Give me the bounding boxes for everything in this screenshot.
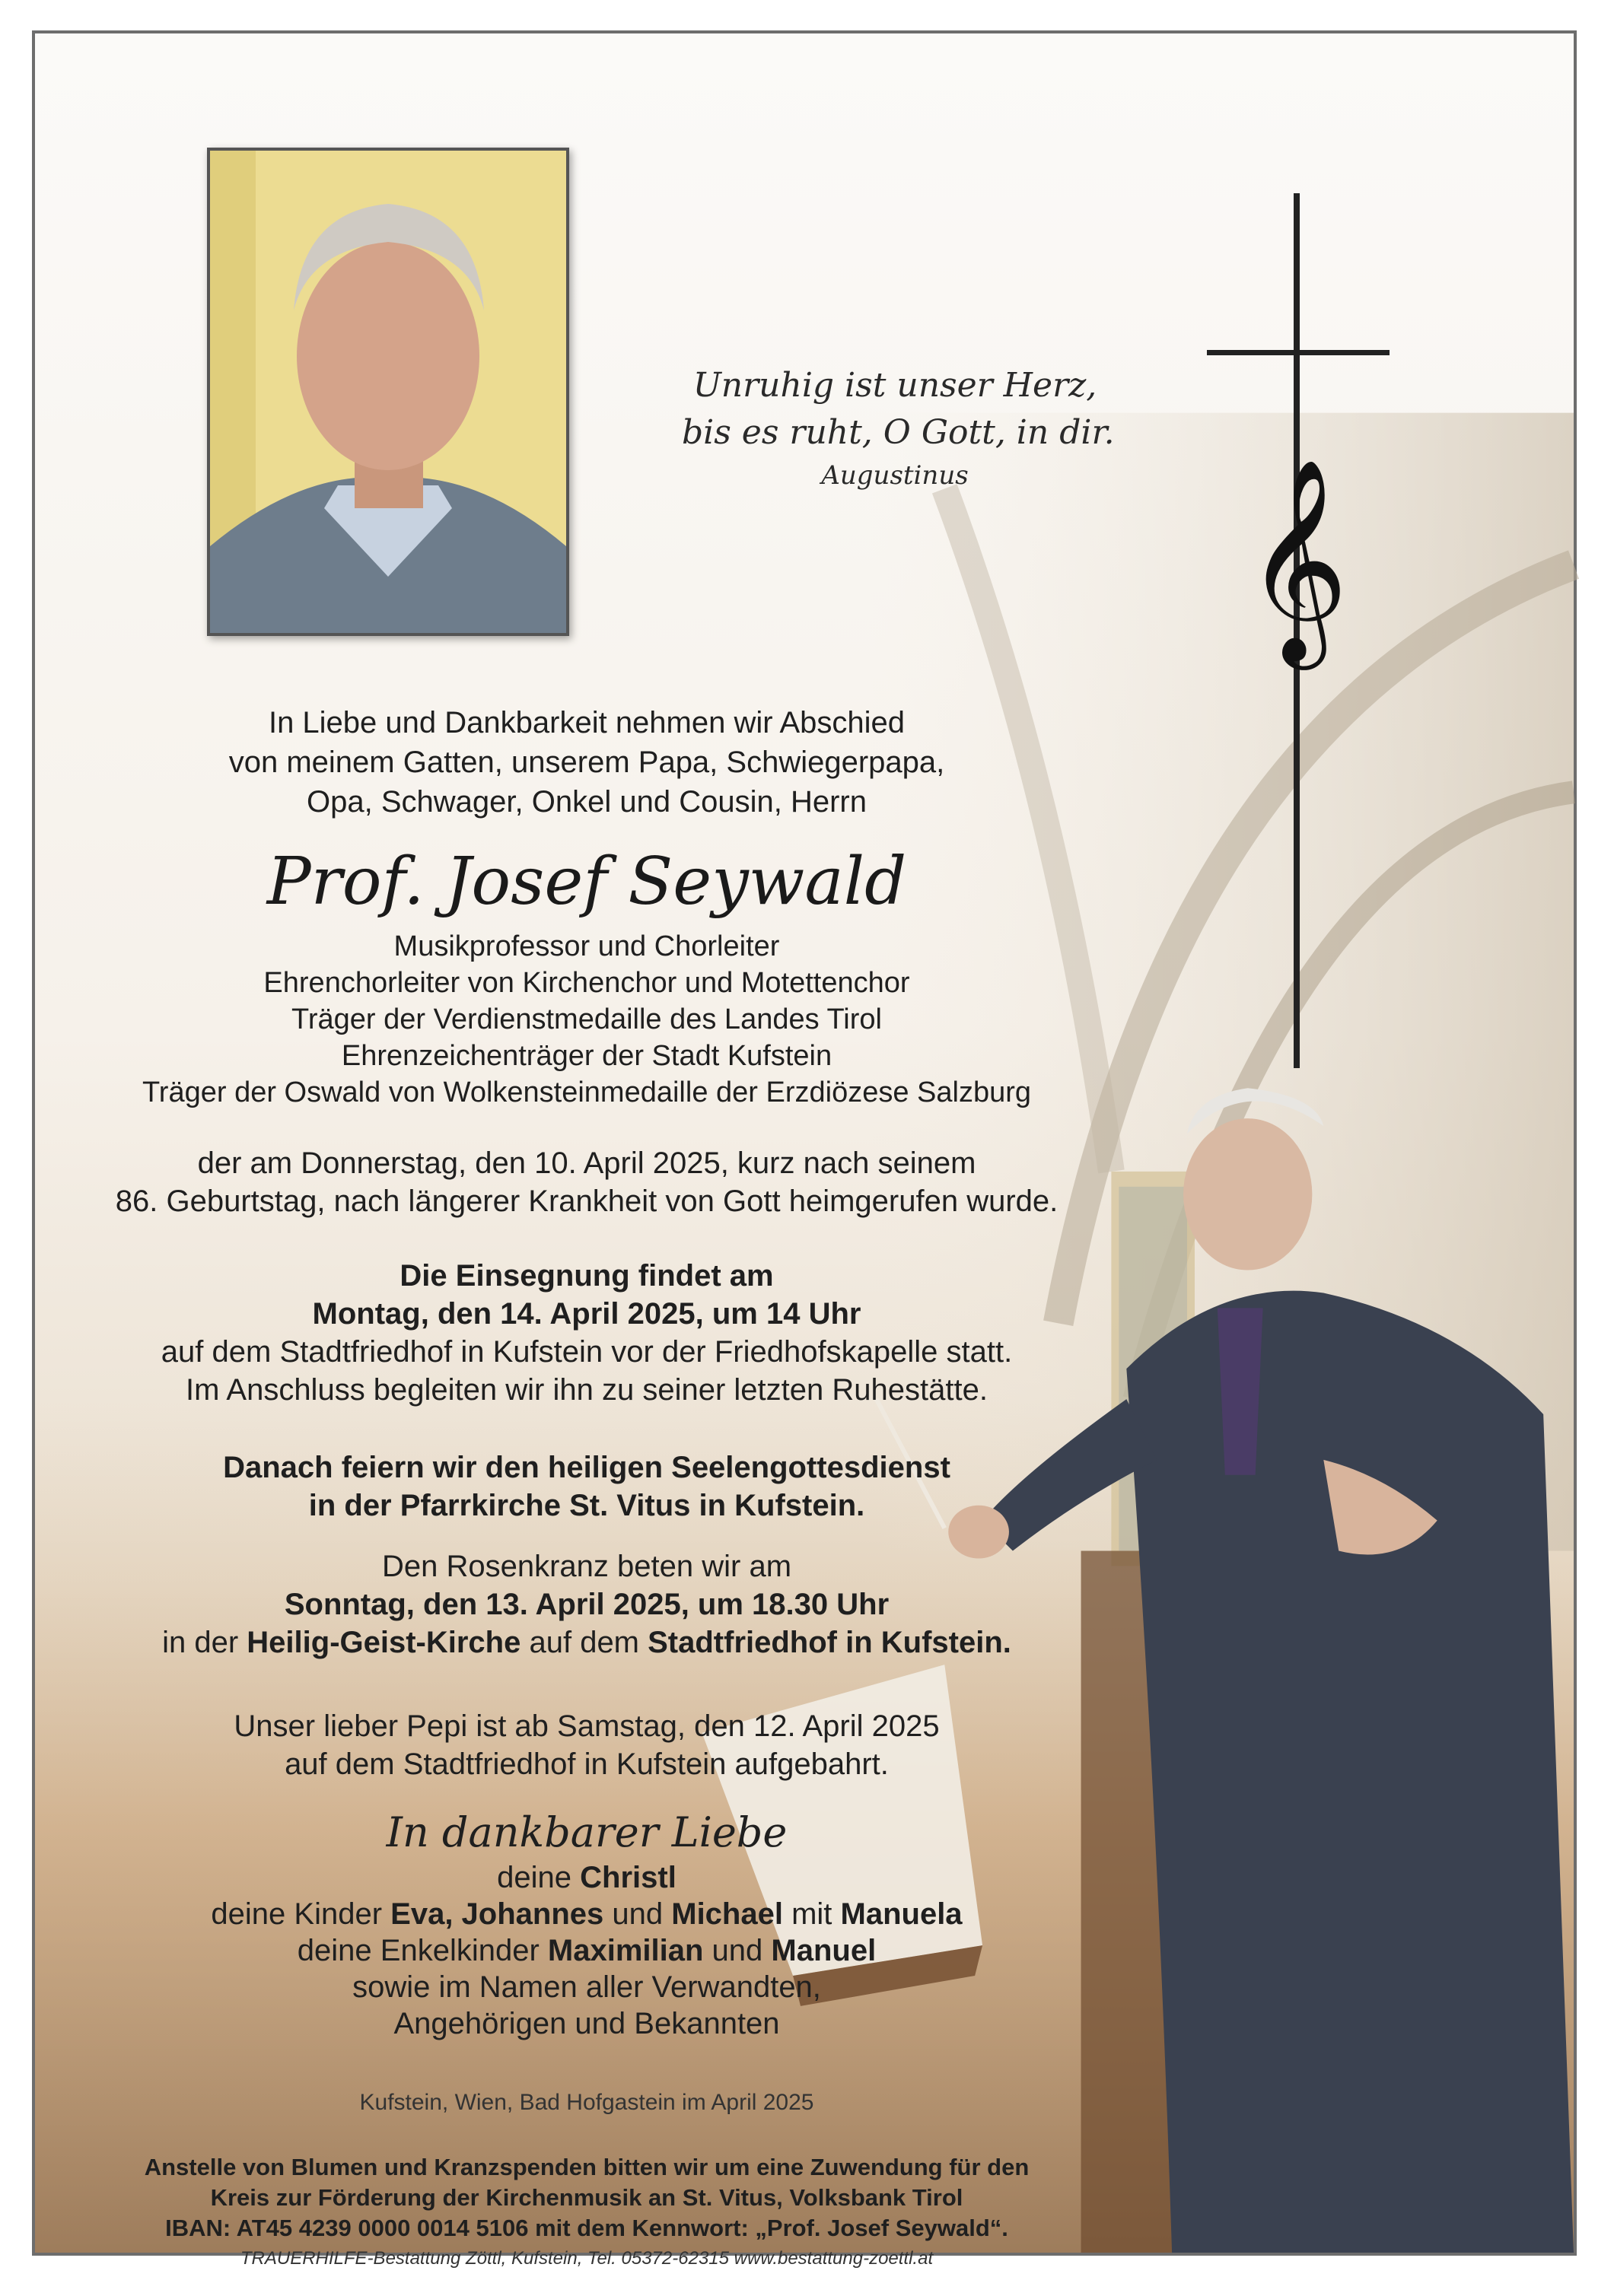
rosary-location-line bbox=[35, 1623, 1138, 1662]
mourner-line bbox=[35, 1859, 1138, 1896]
rosary-date: Sonntag, den 13. April 2025, um 18.30 Uhr bbox=[284, 1588, 890, 1621]
intro-line: Opa, Schwager, Onkel und Cousin, Herrn bbox=[307, 785, 867, 819]
signoff-heading: In dankbarer Liebe bbox=[386, 1808, 788, 1856]
mourners-list bbox=[35, 1859, 1138, 2042]
rosary-cemetery: Stadtfriedhof in Kufstein. bbox=[648, 1626, 1011, 1659]
quote-line-2: bis es ruht, O Gott, in dir. bbox=[682, 413, 1115, 452]
rosary-text: auf dem bbox=[520, 1626, 648, 1659]
mourner-name: Michael bbox=[671, 1897, 783, 1931]
laid-line: auf dem Stadtfriedhof in Kufstein aufgebahrt. bbox=[285, 1747, 889, 1781]
undertaker-footer: TRAUERHILFE-Bestattung Zöttl, Kufstein, Tel. 05372-62315 www.bestattung-zoettl.at bbox=[240, 2248, 934, 2269]
honor-line: Ehrenzeichenträger der Stadt Kufstein bbox=[341, 1040, 832, 1072]
honors-list bbox=[35, 928, 1138, 1111]
donation-line: Anstelle von Blumen und Kranzspenden bitten wir um eine Zuwendung für den bbox=[144, 2154, 1030, 2180]
intro-text bbox=[35, 703, 1138, 822]
mourner-text: und bbox=[603, 1897, 672, 1931]
mourner-line bbox=[35, 1896, 1138, 1932]
mourner-name: Manuela bbox=[840, 1897, 963, 1931]
mourner-name: Eva, Johannes bbox=[390, 1897, 604, 1931]
rosary-info bbox=[35, 1547, 1138, 1662]
portrait-photo bbox=[207, 148, 569, 636]
place-date: Kufstein, Wien, Bad Hofgastein im April 2025 bbox=[359, 2090, 814, 2115]
death-notice bbox=[35, 1144, 1138, 1220]
rosary-line-1: Den Rosenkranz beten wir am bbox=[381, 1550, 792, 1583]
intro-line: In Liebe und Dankbarkeit nehmen wir Abschied bbox=[268, 706, 906, 739]
funeral-ceremony-info bbox=[35, 1257, 1138, 1409]
quote-block bbox=[682, 362, 1115, 494]
honor-line: Träger der Oswald von Wolkensteinmedaille der Erzdiözese Salzburg bbox=[142, 1076, 1031, 1108]
ceremony-location: auf dem Stadtfriedhof in Kufstein vor der Friedhofskapelle statt. bbox=[161, 1335, 1013, 1369]
cross-with-treble-clef-icon bbox=[1207, 193, 1390, 1068]
mass-line: in der Pfarrkirche St. Vitus in Kufstein. bbox=[308, 1489, 865, 1522]
page-frame bbox=[32, 30, 1577, 2269]
mourner-line: sowie im Namen aller Verwandten, bbox=[352, 1970, 821, 2004]
quote-line-1: Unruhig ist unser Herz, bbox=[692, 366, 1097, 405]
ceremony-heading: Die Einsegnung findet am bbox=[400, 1259, 774, 1293]
requiem-mass-info bbox=[35, 1449, 1138, 1525]
mourner-text: deine Kinder bbox=[211, 1897, 391, 1931]
quote-author: Augustinus bbox=[821, 460, 969, 491]
mourner-text: deine Enkelkinder bbox=[297, 1934, 548, 1967]
death-line: der am Donnerstag, den 10. April 2025, kurz nach seinem bbox=[197, 1146, 976, 1180]
svg-text:𝄞: 𝄞 bbox=[1245, 458, 1348, 661]
mourner-line bbox=[35, 1932, 1138, 1969]
mourner-name: Manuel bbox=[771, 1934, 877, 1967]
donation-line: IBAN: AT45 4239 0000 0014 5106 mit dem Kennwort: „Prof. Josef Seywald“. bbox=[165, 2215, 1008, 2241]
mourner-text: mit bbox=[782, 1897, 841, 1931]
honor-line: Ehrenchorleiter von Kirchenchor und Motettenchor bbox=[263, 967, 910, 999]
ceremony-burial: Im Anschluss begleiten wir ihn zu seiner letzten Ruhestätte. bbox=[186, 1373, 988, 1407]
laid-line: Unser lieber Pepi ist ab Samstag, den 12. April 2025 bbox=[234, 1709, 940, 1743]
laying-in-state-info bbox=[35, 1707, 1138, 1783]
mass-line: Danach feiern wir den heiligen Seelengottesdienst bbox=[223, 1451, 950, 1484]
donation-request bbox=[35, 2152, 1138, 2244]
mourner-name: Christl bbox=[580, 1861, 676, 1894]
rosary-church: Heilig-Geist-Kirche bbox=[247, 1626, 521, 1659]
ceremony-date: Montag, den 14. April 2025, um 14 Uhr bbox=[312, 1297, 861, 1331]
intro-line: von meinem Gatten, unserem Papa, Schwiegerpapa, bbox=[228, 746, 945, 779]
mourner-name: Maximilian bbox=[547, 1934, 704, 1967]
mourner-text: deine bbox=[497, 1861, 581, 1894]
rosary-text: in der bbox=[162, 1626, 247, 1659]
mourner-text: und bbox=[703, 1934, 772, 1967]
honor-line: Träger der Verdienstmedaille des Landes Tirol bbox=[291, 1003, 882, 1035]
portrait-image bbox=[210, 151, 566, 633]
deceased-name: Prof. Josef Seywald bbox=[266, 844, 907, 920]
mourner-line: Angehörigen und Bekannten bbox=[393, 2007, 780, 2040]
honor-line: Musikprofessor und Chorleiter bbox=[393, 930, 780, 962]
donation-line: Kreis zur Förderung der Kirchenmusik an St. Vitus, Volksbank Tirol bbox=[210, 2184, 963, 2211]
death-line: 86. Geburtstag, nach längerer Krankheit von Gott heimgerufen wurde. bbox=[115, 1185, 1058, 1218]
